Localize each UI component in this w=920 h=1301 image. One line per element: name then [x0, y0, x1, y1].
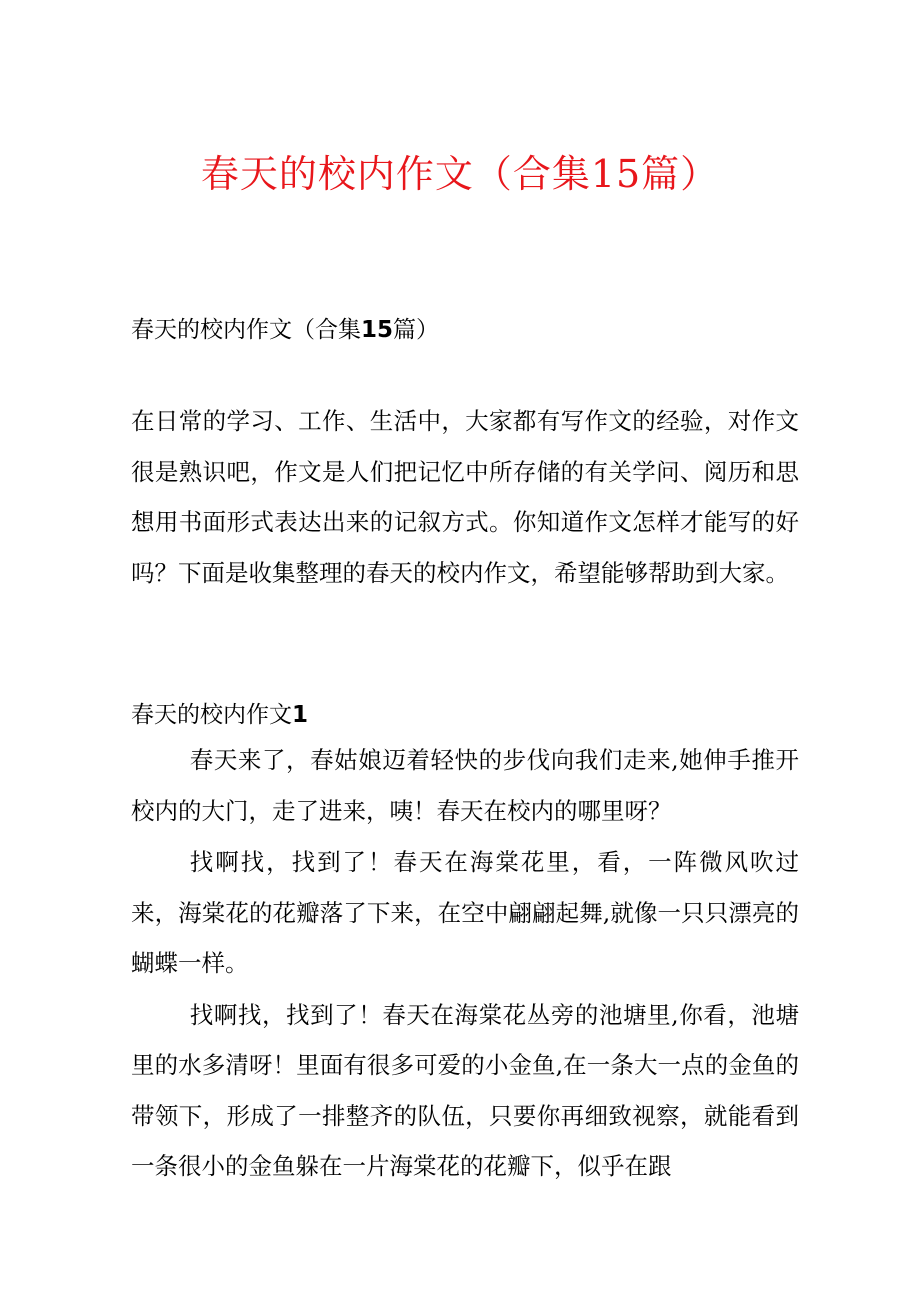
subtitle-suffix: 篇）	[393, 317, 440, 343]
section-heading-text: 春天的校内作文	[131, 702, 292, 728]
document-title: 春天的校内作文（合集15篇）	[200, 152, 720, 196]
essay-paragraph: 找啊找，找到了！春天在海棠花里，看，一阵微风吹过来，海棠花的花瓣落了下来，在空中翩翩起舞,就像一只只漂亮的蝴蝶一样。	[131, 848, 799, 977]
subtitle-number: 15	[361, 317, 394, 343]
document-subtitle	[131, 312, 439, 348]
essay-paragraph: 找啊找，找到了！春天在海棠花丛旁的池塘里,你看，池塘里的水多清呀！里面有很多可爱的小金鱼,在一条大一点的金鱼的带领下，形成了一排整齐的队伍，只要你再细致视察，就能看到一条很小的金鱼躲在一片海棠花的花瓣下，似乎在跟	[131, 1000, 799, 1180]
section-heading	[131, 695, 308, 735]
intro-paragraph: 在日常的学习、工作、生活中，大家都有写作文的经验，对作文很是熟识吧，作文是人们把记忆中所存储的有关学问、阅历和思想用书面形式表达出来的记叙方式。你知道作文怎样才能写的好吗？下面是收集整理的春天的校内作文，希望能够帮助到大家。	[131, 407, 799, 587]
subtitle-text: 春天的校内作文（合集	[131, 317, 361, 343]
essay-paragraph: 春天来了，春姑娘迈着轻快的步伐向我们走来,她伸手推开校内的大门，走了进来，咦！春天在校内的哪里呀？	[131, 746, 799, 825]
essay-body	[131, 735, 799, 1193]
section-heading-number: 1	[292, 702, 309, 728]
